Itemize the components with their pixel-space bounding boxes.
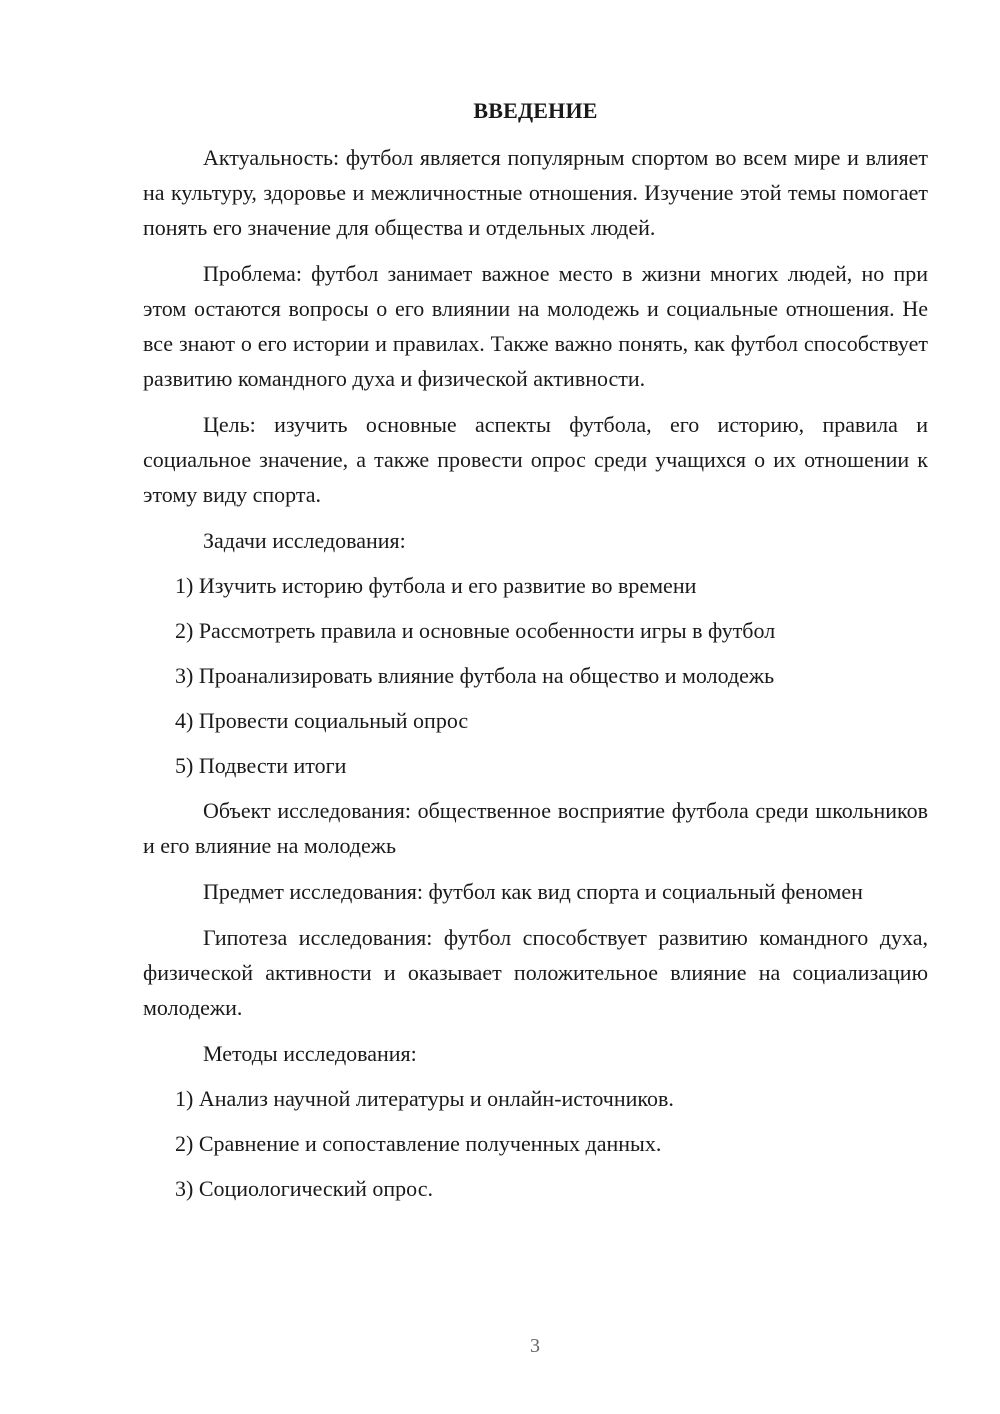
hypothesis-paragraph: Гипотеза исследования: футбол способствует развитию командного духа, физической активности и оказывает положительное влияние на социализацию молодежи. [143,925,928,1020]
list-item: 1) Анализ научной литературы и онлайн-источников. [175,1086,674,1111]
page-number: 3 [530,1335,540,1357]
subject-paragraph: Предмет исследования: футбол как вид спорта и социальный феномен [203,879,863,904]
goal-paragraph: Цель: изучить основные аспекты футбола, его историю, правила и социальное значение, а также провести опрос среди учащихся о их отношении к этому виду спорта. [143,412,928,507]
list-item: 4) Провести социальный опрос [175,708,469,733]
methods-list [143,1081,928,1206]
list-item: 5) Подвести итоги [175,753,347,778]
tasks-label: Задачи исследования: [203,528,406,553]
list-item: 2) Сравнение и сопоставление полученных данных. [175,1131,662,1156]
list-item: 2) Рассмотреть правила и основные особенности игры в футбол [175,618,776,643]
list-item: 3) Проанализировать влияние футбола на общество и молодежь [175,663,775,688]
object-paragraph: Объект исследования: общественное восприятие футбола среди школьников и его влияние на молодежь [143,798,928,858]
document-body [143,96,928,1216]
list-item: 1) Изучить историю футбола и его развитие во времени [175,573,697,598]
list-item: 3) Социологический опрос. [175,1176,433,1201]
methods-label: Методы исследования: [203,1041,417,1066]
problem-paragraph: Проблема: футбол занимает важное место в жизни многих людей, но при этом остаются вопросы о его влиянии на молодежь и социальные отношения. Не все знают о его истории и правилах. Также важно понять, как футбол способствует развитию командного духа и физической активности. [143,261,928,391]
section-heading: ВВЕДЕНИЕ [473,98,598,123]
tasks-list [143,568,928,783]
relevance-paragraph: Актуальность: футбол является популярным спортом во всем мире и влияет на культуру, здоровье и межличностные отношения. Изучение этой темы помогает понять его значение для общества и отдельных людей. [143,145,928,240]
